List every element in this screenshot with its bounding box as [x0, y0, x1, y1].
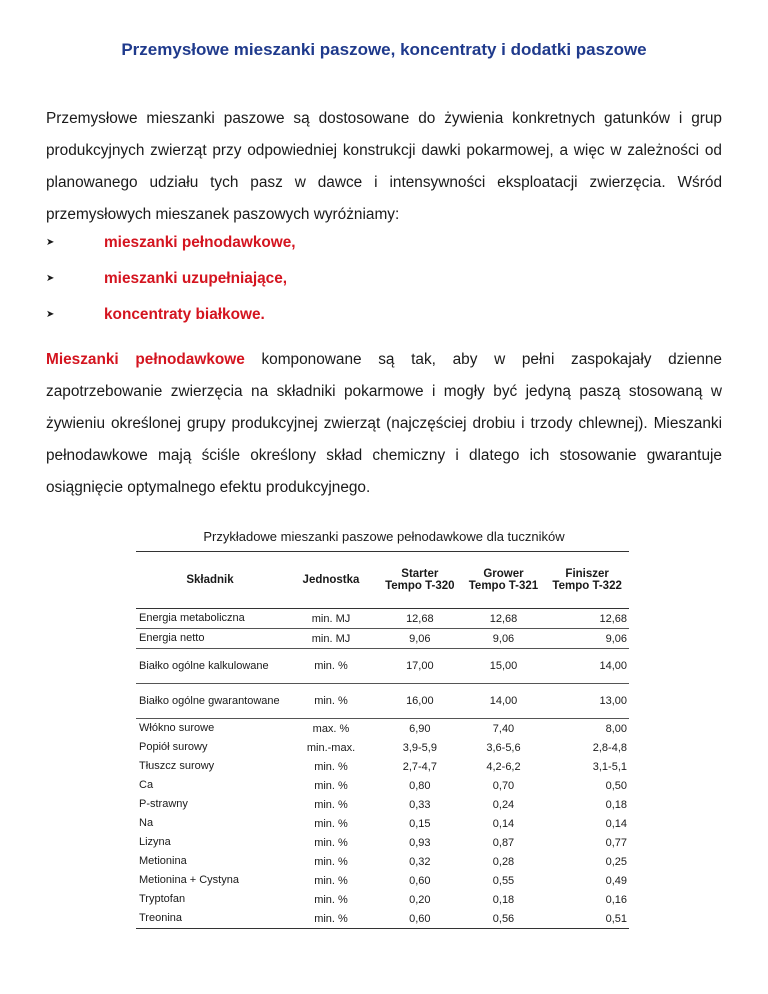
cell-starter-value: 2,7-4,7 [402, 760, 437, 773]
table-row [136, 684, 629, 719]
cell-finisher-value: 13,00 [545, 684, 629, 719]
cell-grower-value: 0,14 [492, 817, 515, 830]
cell-finisher-value: 0,18 [605, 798, 627, 811]
cell-starter-value: 9,06 [378, 629, 462, 649]
table-row [136, 776, 629, 795]
cell-starter-value: 0,80 [409, 779, 431, 792]
feed-types-list [46, 225, 296, 333]
table-row [136, 890, 629, 909]
table-row [136, 871, 629, 890]
arrow-bullet-icon: ➤ [46, 309, 55, 320]
cell-unit: min. % [314, 893, 348, 906]
table-row [136, 852, 629, 871]
cell-ingredient: Włókno surowe [139, 722, 215, 734]
cell-ingredient: Metionina + Cystyna [139, 874, 239, 886]
cell-starter-value: 17,00 [378, 649, 462, 684]
cell-ingredient: P-strawny [139, 798, 188, 810]
header-finisher [545, 552, 629, 609]
cell-grower-value: 7,40 [492, 722, 515, 735]
cell-grower-value: 0,55 [492, 874, 515, 887]
cell-starter-value: 12,68 [378, 609, 462, 629]
table-row [136, 833, 629, 852]
cell-unit: min. % [314, 836, 348, 849]
arrow-bullet-icon: ➤ [46, 237, 55, 248]
list-item-label: koncentraty białkowe. [104, 306, 265, 323]
cell-finisher-value: 0,50 [605, 779, 627, 792]
cell-unit: min.-max. [306, 741, 356, 754]
cell-ingredient: Metionina [139, 855, 187, 867]
cell-finisher-value: 9,06 [545, 629, 629, 649]
header-grower-code: Tempo T-321 [468, 580, 539, 592]
complete-feed-paragraph [46, 344, 722, 504]
cell-grower-value: 0,28 [492, 855, 515, 868]
table-row [136, 629, 629, 649]
header-ingredient: Składnik [136, 552, 284, 609]
cell-unit: min. % [284, 909, 378, 929]
cell-ingredient: Białko ogólne kalkulowane [136, 649, 284, 684]
cell-finisher-value: 0,25 [605, 855, 627, 868]
table-row [136, 649, 629, 684]
cell-unit: min. % [314, 798, 348, 811]
cell-finisher-value: 8,00 [605, 722, 627, 735]
table-row [136, 909, 629, 929]
cell-grower-value: 0,56 [462, 909, 546, 929]
cell-finisher-value: 14,00 [545, 649, 629, 684]
cell-ingredient: Popiół surowy [139, 741, 208, 753]
cell-ingredient: Tłuszcz surowy [139, 760, 215, 772]
feed-composition-table [136, 551, 629, 929]
cell-ingredient: Białko ogólne gwarantowane [136, 684, 284, 719]
list-item [46, 261, 296, 297]
list-item-label: mieszanki pełnodawkowe, [104, 234, 296, 251]
list-item [46, 225, 296, 261]
cell-finisher-value: 0,77 [605, 836, 627, 849]
cell-grower-value: 4,2-6,2 [486, 760, 521, 773]
cell-finisher-value: 2,8-4,8 [592, 741, 627, 754]
cell-finisher-value: 0,14 [605, 817, 627, 830]
cell-grower-value: 3,6-5,6 [486, 741, 521, 754]
cell-unit: min. % [284, 684, 378, 719]
cell-grower-value: 15,00 [462, 649, 546, 684]
cell-starter-value: 0,33 [409, 798, 431, 811]
header-unit: Jednostka [284, 552, 378, 609]
cell-finisher-value: 3,1-5,1 [592, 760, 627, 773]
table-row [136, 795, 629, 814]
cell-starter-value: 3,9-5,9 [402, 741, 437, 754]
cell-starter-value: 16,00 [378, 684, 462, 719]
cell-starter-value: 6,90 [409, 722, 431, 735]
cell-ingredient: Treonina [136, 909, 284, 929]
table-row [136, 757, 629, 776]
cell-unit: min. % [314, 874, 348, 887]
cell-grower-value: 0,70 [492, 779, 515, 792]
cell-ingredient: Tryptofan [139, 893, 186, 905]
table-row [136, 738, 629, 757]
header-grower [462, 552, 546, 609]
cell-grower-value: 9,06 [462, 629, 546, 649]
cell-grower-value: 0,87 [492, 836, 515, 849]
cell-finisher-value: 0,16 [605, 893, 627, 906]
cell-starter-value: 0,20 [409, 893, 431, 906]
cell-starter-value: 0,15 [409, 817, 431, 830]
cell-ingredient: Na [139, 817, 154, 829]
cell-unit: min. MJ [284, 629, 378, 649]
highlighted-term: Mieszanki pełnodawkowe [46, 351, 245, 368]
table-row [136, 814, 629, 833]
cell-starter-value: 0,60 [409, 874, 431, 887]
list-item-label: mieszanki uzupełniające, [104, 270, 288, 287]
header-starter [378, 552, 462, 609]
intro-paragraph: Przemysłowe mieszanki paszowe są dostosowane do żywienia konkretnych gatunków i grup produkcyjnych zwierząt przy odpowiedniej konstrukcji dawki pokarmowej, a więc w zależności od planowanego udziału tych pasz w dawce i intensywności eksploatacji zwierzęcia. Wśród przemysłowych mieszanek paszowych wyróżniamy: [46, 110, 722, 223]
cell-unit: min. % [314, 760, 348, 773]
cell-finisher-value: 12,68 [545, 609, 629, 629]
cell-grower-value: 0,24 [492, 798, 515, 811]
cell-starter-value: 0,93 [409, 836, 431, 849]
cell-ingredient: Ca [139, 779, 154, 791]
cell-finisher-value: 0,51 [545, 909, 629, 929]
cell-unit: min. % [314, 779, 348, 792]
table-header-row [136, 552, 629, 609]
cell-grower-value: 12,68 [462, 609, 546, 629]
header-starter-code: Tempo T-320 [385, 580, 455, 592]
table-row [136, 609, 629, 629]
table-row [136, 719, 629, 739]
cell-starter-value: 0,60 [378, 909, 462, 929]
page-title: Przemysłowe mieszanki paszowe, koncentraty i dodatki paszowe [121, 40, 647, 59]
header-grower-name: Grower [483, 568, 524, 580]
cell-unit: min. % [314, 855, 348, 868]
cell-ingredient: Energia metaboliczna [136, 609, 284, 629]
header-starter-name: Starter [401, 568, 439, 580]
cell-grower-value: 0,18 [492, 893, 515, 906]
cell-unit: min. % [314, 817, 348, 830]
header-finisher-name: Finiszer [565, 568, 609, 580]
cell-unit: max. % [312, 722, 350, 735]
cell-unit: min. MJ [284, 609, 378, 629]
header-finisher-code: Tempo T-322 [552, 580, 622, 592]
table-caption: Przykładowe mieszanki paszowe pełnodawkowe dla tuczników [203, 529, 565, 544]
paragraph-text: komponowane są tak, aby w pełni zaspokajały dzienne zapotrzebowanie zwierzęcia na składniki pokarmowe i mogły być jedyną paszą stosowaną w żywieniu określonej grupy produkcyjnej zwierząt (najczęściej drobiu i trzody chlewnej). Mieszanki pełnodawkowe mają ściśle określony skład chemiczny i dlatego ich stosowanie gwarantuje osiągnięcie optymalnego efektu produkcyjnego. [46, 351, 722, 496]
cell-grower-value: 14,00 [462, 684, 546, 719]
cell-unit: min. % [284, 649, 378, 684]
cell-finisher-value: 0,49 [605, 874, 627, 887]
cell-ingredient: Energia netto [136, 629, 284, 649]
list-item [46, 297, 296, 333]
cell-ingredient: Lizyna [139, 836, 171, 848]
arrow-bullet-icon: ➤ [46, 273, 55, 284]
cell-starter-value: 0,32 [409, 855, 431, 868]
